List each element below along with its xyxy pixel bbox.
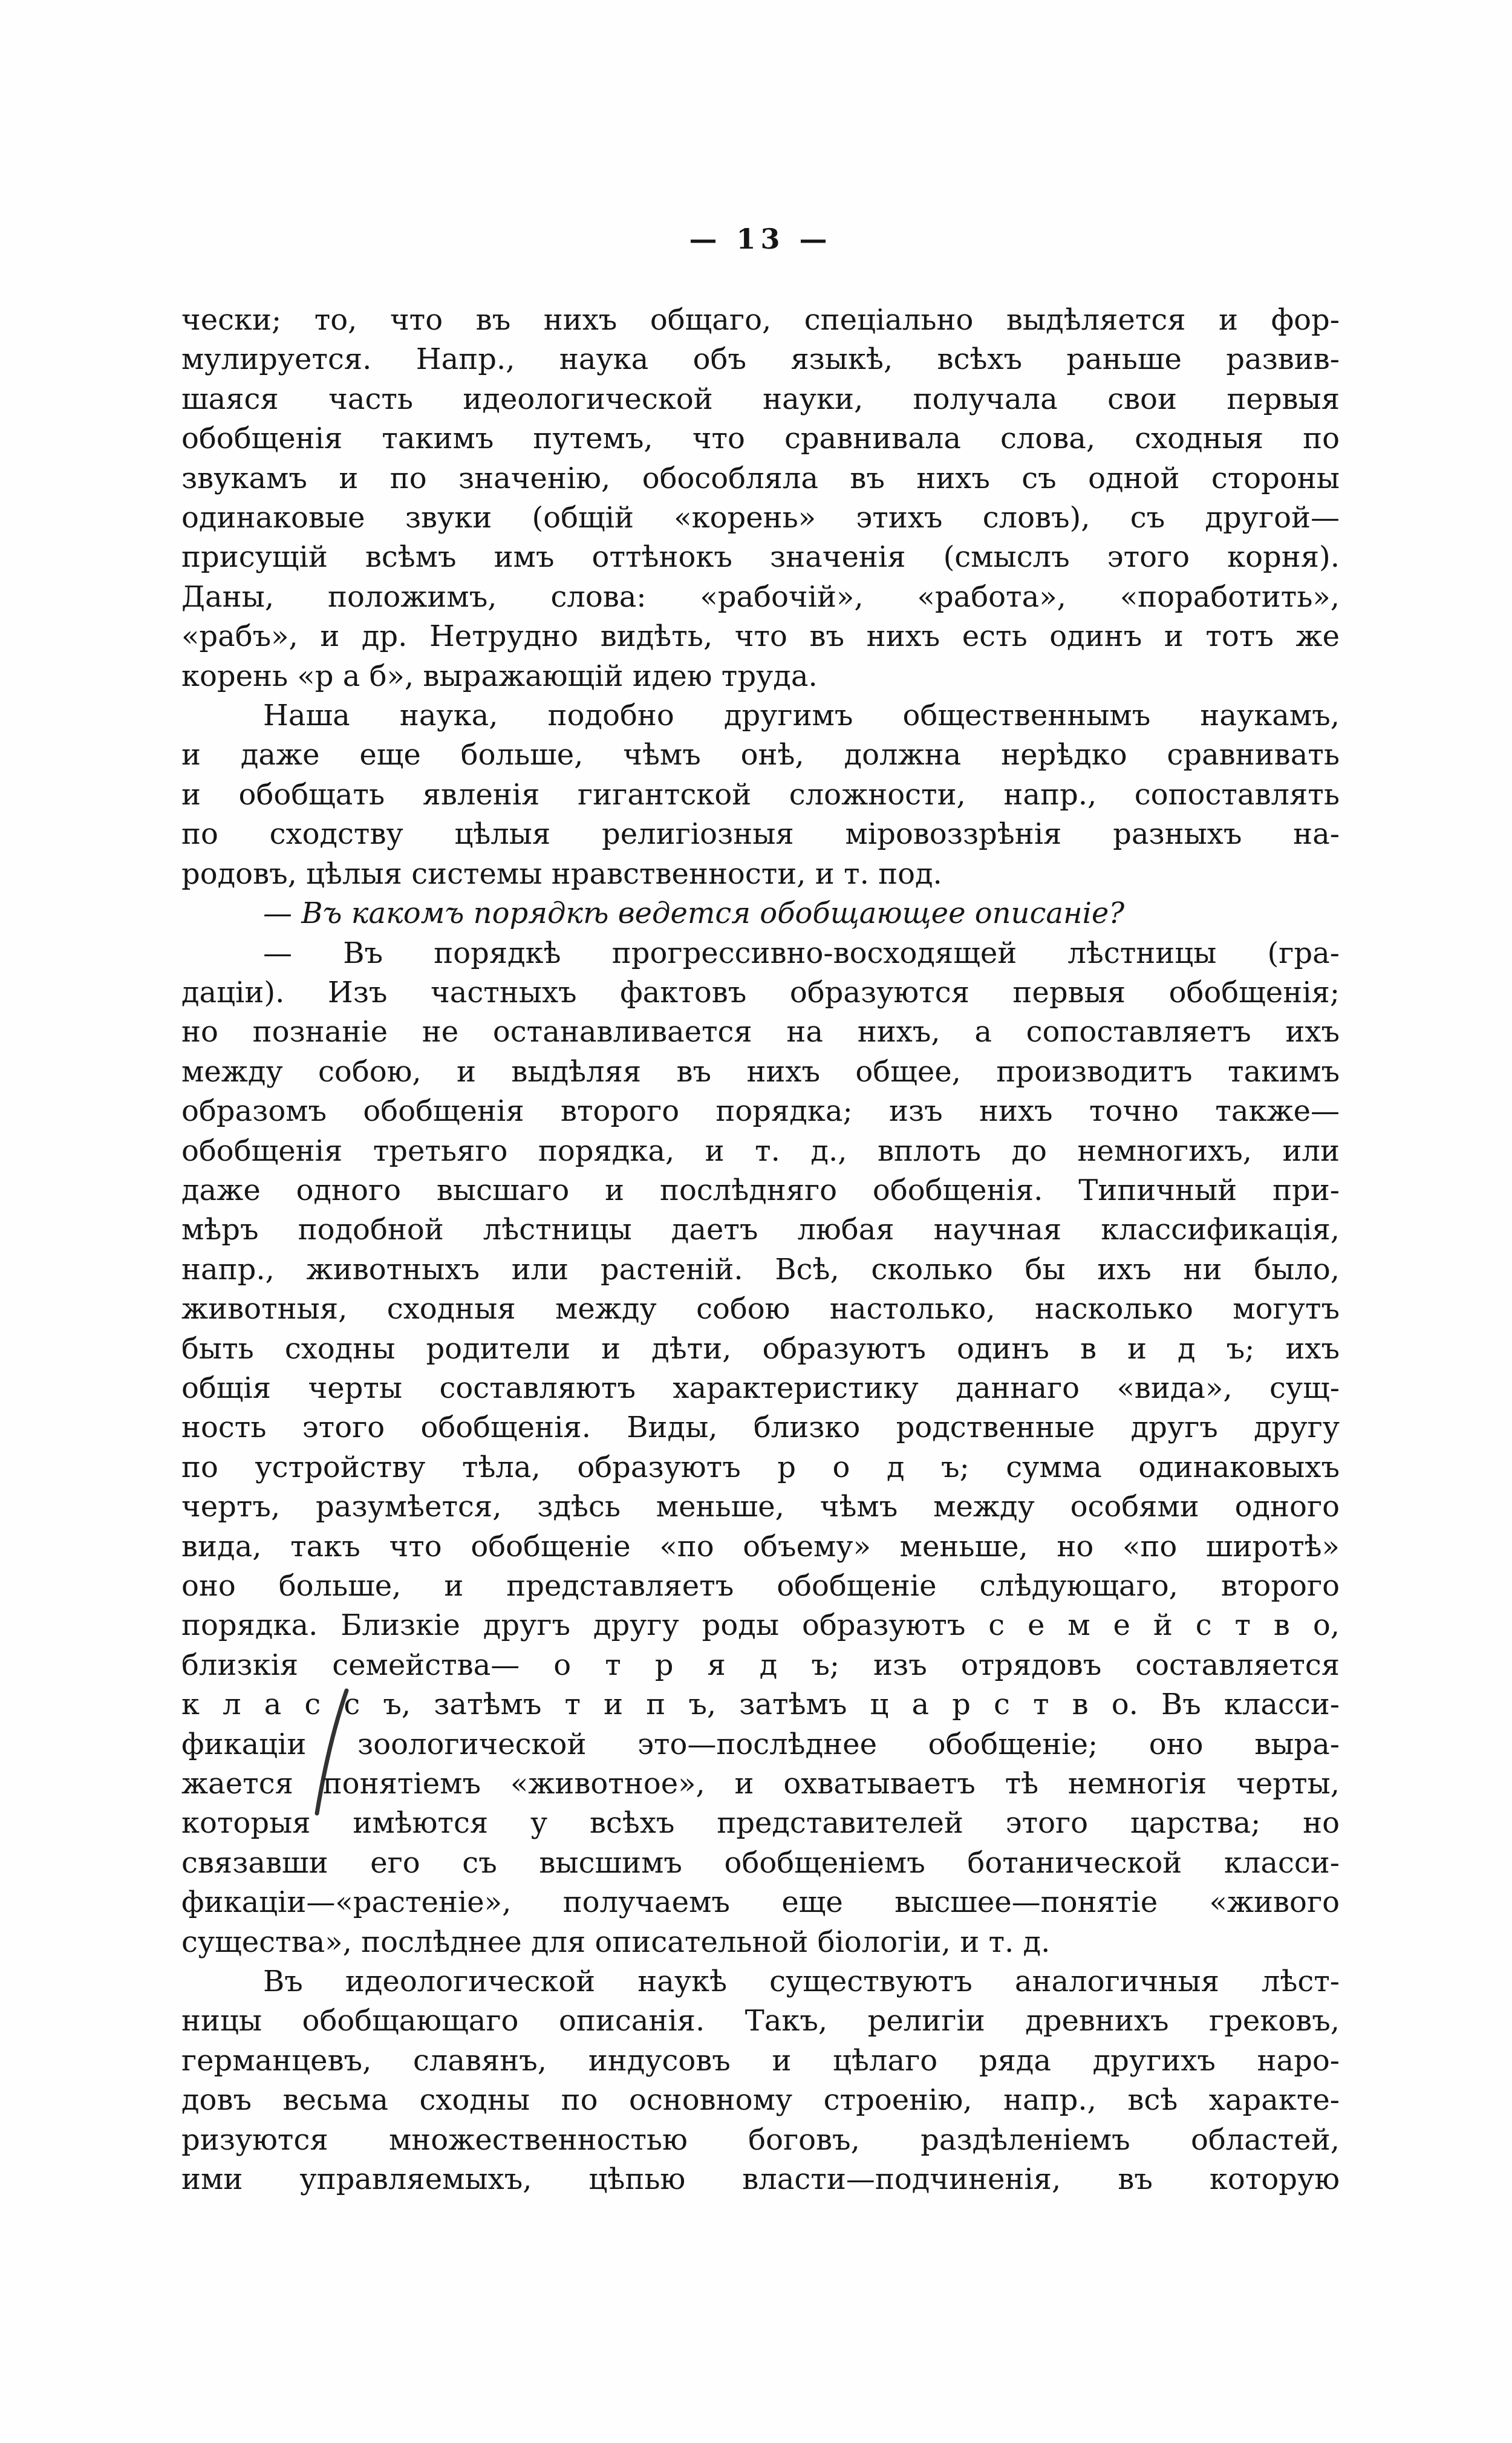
text-line: даже одного высшаго и послѣдняго обобщенія. Типичный при- <box>181 1173 1340 1207</box>
text-line: чертъ, разумѣется, здѣсь меньше, чѣмъ между особями одного <box>181 1490 1340 1524</box>
text-line: образомъ обобщенія второго порядка; изъ нихъ точно также— <box>181 1094 1340 1129</box>
text-line: между собою, и выдѣляя въ нихъ общее, производитъ такимъ <box>181 1054 1340 1089</box>
text-line: мулируется. Напр., наука объ языкѣ, всѣхъ раньше развив- <box>181 342 1340 377</box>
text-line: родовъ, цѣлыя системы нравственности, и т. под. <box>181 856 942 891</box>
text-line: звукамъ и по значенію, обособляла въ нихъ съ одной стороны <box>181 461 1340 495</box>
paragraph-answer <box>181 934 1340 1963</box>
text-line: существа», послѣднее для описательной біологіи, и т. д. <box>181 1925 1051 1959</box>
text-line: «рабъ», и др. Нетрудно видѣть, что въ нихъ есть одинъ и тотъ же <box>181 619 1340 654</box>
text-line: ризуются множественностью боговъ, раздѣленіемъ областей, <box>181 2122 1340 2157</box>
text-line: одинаковые звуки (общій «корень» этихъ словъ), съ другой— <box>181 501 1340 535</box>
text-line: мѣръ подобной лѣстницы даетъ любая научная классификація, <box>181 1213 1340 1247</box>
text-line: и даже еще больше, чѣмъ онѣ, должна нерѣдко сравнивать <box>181 738 1340 772</box>
text-line: — Въ порядкѣ прогрессивно-восходящей лѣстницы (гра- <box>263 936 1340 970</box>
text-line: к л а с с ъ, затѣмъ т и п ъ, затѣмъ ц а р с т в о. Въ класси- <box>181 1688 1340 1722</box>
text-line: и обобщать явленія гигантской сложности, напр., сопоставлять <box>181 777 1340 812</box>
text-line: фикаціи—«растеніе», получаемъ еще высшее—понятіе «живого <box>181 1885 1340 1920</box>
text-line: обобщенія такимъ путемъ, что сравнивала слова, сходныя по <box>181 422 1340 456</box>
text-line: ими управляемыхъ, цѣпью власти—подчиненія, въ которую <box>181 2162 1340 2197</box>
text-line: животныя, сходныя между собою настолько, насколько могутъ <box>181 1292 1340 1326</box>
page-number: — 13 — <box>689 223 832 255</box>
text-line: близкія семейства— о т р я д ъ; изъ отрядовъ составляется <box>181 1648 1340 1682</box>
text-line: по сходству цѣлыя религіозныя міровоззрѣнія разныхъ на- <box>181 817 1340 852</box>
text-line: даціи). Изъ частныхъ фактовъ образуются первыя обобщенія; <box>181 975 1340 1009</box>
paragraph-ideological <box>181 1962 1340 2199</box>
page-text-block <box>181 301 1340 2200</box>
text-line: Въ идеологической наукѣ существуютъ аналогичныя лѣст- <box>263 1965 1340 1999</box>
text-line: Даны, положимъ, слова: «рабочій», «работа», «поработить», <box>181 579 1340 614</box>
text-line: фикаціи зоологической это—послѣднее обобщеніе; оно выра- <box>181 1727 1340 1761</box>
text-line: ность этого обобщенія. Виды, близко родственные другъ другу <box>181 1411 1340 1445</box>
text-line: довъ весьма сходны по основному строенію, напр., всѣ характе- <box>181 2083 1340 2118</box>
paragraph-nasha-nauka <box>181 696 1340 894</box>
text-line: общія черты составляютъ характеристику даннаго «вида», сущ- <box>181 1371 1340 1405</box>
text-line: быть сходны родители и дѣти, образуютъ одинъ в и д ъ; ихъ <box>181 1331 1340 1366</box>
text-line: по устройству тѣла, образуютъ р о д ъ; сумма одинаковыхъ <box>181 1450 1340 1484</box>
paragraph-question <box>181 894 1340 933</box>
text-line: жается понятіемъ «животное», и охватываетъ тѣ немногія черты, <box>181 1767 1340 1801</box>
text-line: присущій всѣмъ имъ оттѣнокъ значенія (смыслъ этого корня). <box>181 540 1340 575</box>
text-line: но познаніе не останавливается на нихъ, а сопоставляетъ ихъ <box>181 1015 1340 1049</box>
text-line: Наша наука, подобно другимъ общественнымъ наукамъ, <box>263 699 1340 733</box>
paragraph-continuation <box>181 301 1340 696</box>
text-line: ницы обобщающаго описанія. Такъ, религіи древнихъ грековъ, <box>181 2004 1340 2038</box>
text-line: связавши его съ высшимъ обобщеніемъ ботанической класси- <box>181 1845 1340 1880</box>
text-line: напр., животныхъ или растеній. Всѣ, сколько бы ихъ ни было, <box>181 1252 1340 1287</box>
text-line: шаяся часть идеологической науки, получала свои первыя <box>181 382 1340 416</box>
text-line: порядка. Близкіе другъ другу роды образуютъ с е м е й с т в о, <box>181 1608 1340 1643</box>
text-line: обобщенія третьяго порядка, и т. д., вплоть до немногихъ, или <box>181 1133 1340 1168</box>
text-line: корень «р а б», выражающій идею труда. <box>181 659 818 693</box>
text-line: германцевъ, славянъ, индусовъ и цѣлаго ряда другихъ наро- <box>181 2043 1340 2078</box>
text-line: которыя имѣются у всѣхъ представителей этого царства; но <box>181 1806 1340 1841</box>
text-line: чески; то, что въ нихъ общаго, спеціально выдѣляется и фор- <box>181 303 1340 337</box>
text-line: оно больше, и представляетъ обобщеніе слѣдующаго, второго <box>181 1569 1340 1603</box>
text-line: — Въ какомъ порядкѣ ведется обобщающее описаніе? <box>263 896 1125 931</box>
text-line: вида, такъ что обобщеніе «по объему» меньше, но «по широтѣ» <box>181 1529 1340 1564</box>
